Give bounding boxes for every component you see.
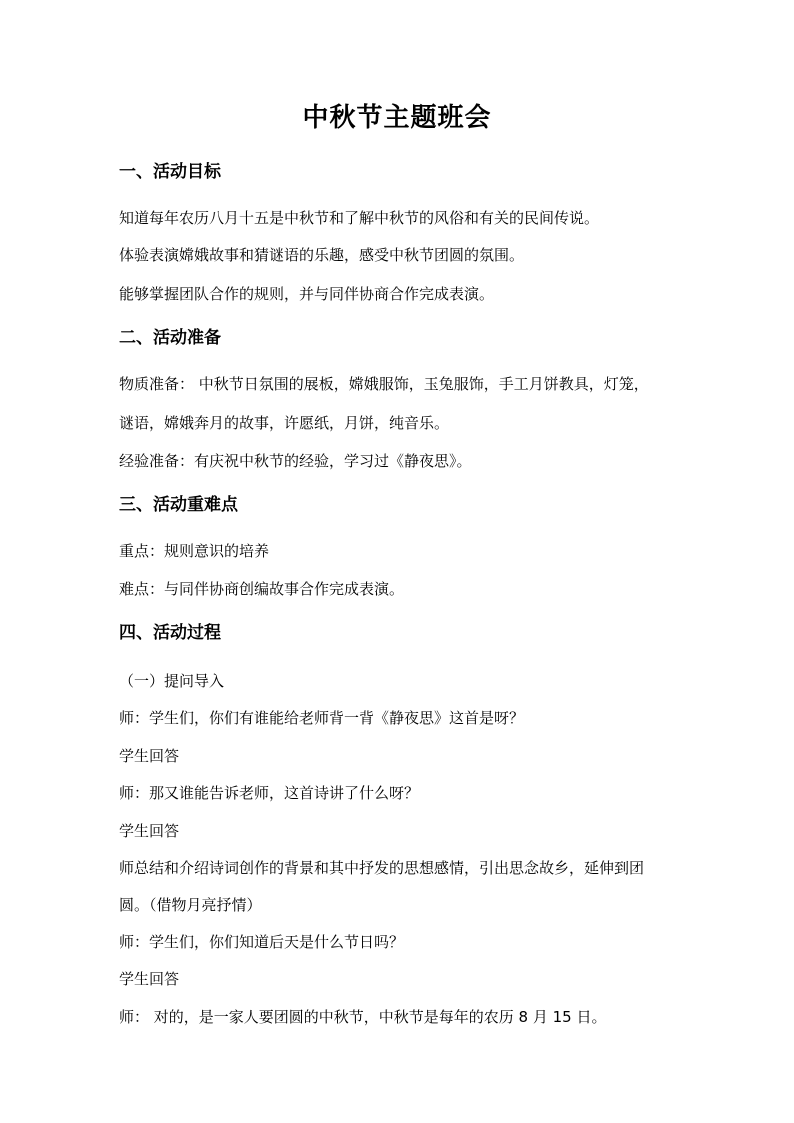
paragraph-line: 学生回答	[119, 822, 180, 840]
paragraph-line: 师：学生们，你们知道后天是什么节日吗？	[119, 933, 405, 951]
paragraph-line: 圆。（借物月亮抒情）	[119, 896, 262, 914]
paragraph-line: 谜语，嫦娥奔月的故事，许愿纸，月饼，纯音乐。	[119, 414, 450, 432]
paragraph-line: 学生回答	[119, 747, 180, 765]
paragraph-line: 师： 对的，是一家人要团圆的中秋节，中秋节是每年的农历 8 月 15 日。	[119, 1008, 607, 1026]
paragraph-line: 师总结和介绍诗词创作的背景和其中抒发的思想感情，引出思念故乡，延伸到团	[119, 859, 645, 877]
paragraph-line: 能够掌握团队合作的规则，并与同伴协商合作完成表演。	[119, 285, 495, 303]
paragraph-line: 重点：规则意识的培养	[119, 542, 270, 560]
section-heading-key-points: 三、活动重难点	[119, 495, 238, 515]
document-title: 中秋节主题班会	[302, 103, 492, 133]
section-heading-process: 四、活动过程	[119, 623, 221, 643]
paragraph-line: 难点：与同伴协商创编故事合作完成表演。	[119, 580, 405, 598]
paragraph-line: 知道每年农历八月十五是中秋节和了解中秋节的风俗和有关的民间传说。	[119, 209, 600, 227]
section-heading-preparation: 二、活动准备	[119, 328, 221, 348]
section-heading-goals: 一、活动目标	[119, 162, 221, 182]
paragraph-line: 学生回答	[119, 970, 180, 988]
paragraph-line: 体验表演嫦娥故事和猜谜语的乐趣，感受中秋节团圆的氛围。	[119, 246, 525, 264]
paragraph-line: 物质准备： 中秋节日氛围的展板，嫦娥服饰，玉兔服饰，手工月饼教具，灯笼，	[119, 375, 649, 393]
paragraph-line: 师：学生们，你们有谁能给老师背一背《静夜思》这首是呀？	[119, 709, 525, 727]
paragraph-line: 师：那又谁能告诉老师，这首诗讲了什么呀？	[119, 784, 420, 802]
paragraph-line: 经验准备：有庆祝中秋节的经验，学习过《静夜思》。	[119, 452, 472, 470]
subsection-heading: （一）提问导入	[119, 672, 225, 690]
